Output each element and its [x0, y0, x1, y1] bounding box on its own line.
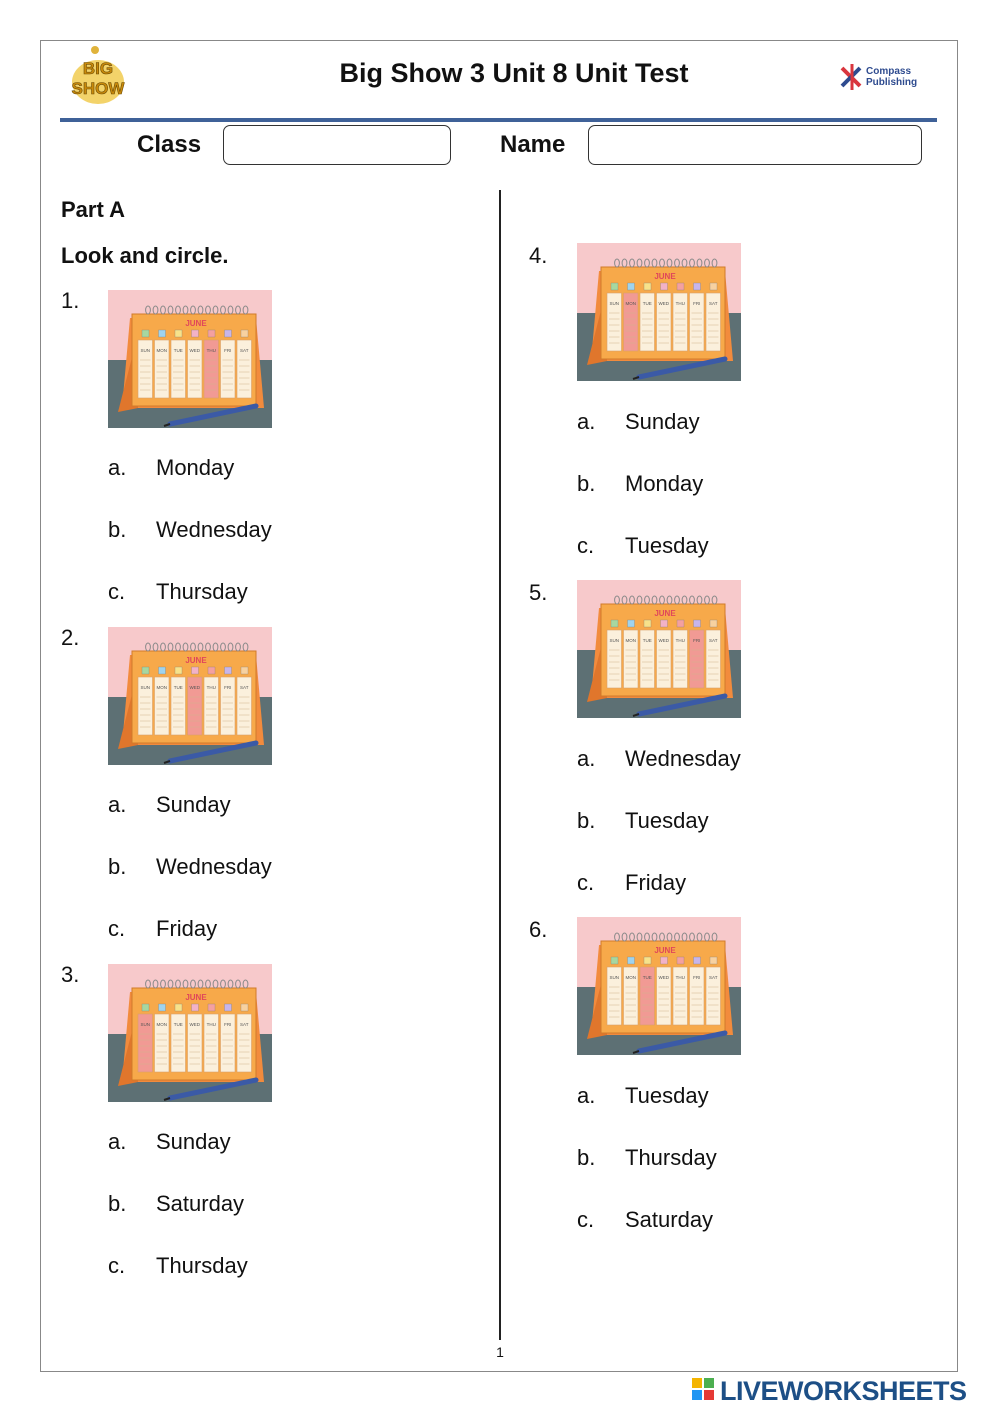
answer-option[interactable]	[108, 455, 308, 485]
option-text: Saturday	[156, 1191, 245, 1216]
svg-text:TUE: TUE	[173, 348, 183, 353]
svg-text:FRI: FRI	[224, 348, 232, 353]
option-letter: a.	[577, 746, 596, 771]
svg-text:SUN: SUN	[140, 348, 151, 353]
svg-text:FRI: FRI	[224, 1022, 232, 1027]
class-field[interactable]	[223, 125, 451, 165]
option-text: Saturday	[625, 1207, 714, 1232]
option-text: Friday	[625, 870, 687, 895]
option-letter: b.	[577, 471, 596, 496]
svg-text:WED: WED	[658, 301, 669, 306]
svg-text:FRI: FRI	[693, 638, 701, 643]
svg-text:SAT: SAT	[709, 975, 718, 980]
question-number: 1.	[61, 288, 80, 313]
svg-text:SUN: SUN	[609, 975, 620, 980]
option-text: Sunday	[156, 1129, 231, 1154]
option-text: Monday	[156, 455, 235, 480]
part-title: Part A	[61, 197, 125, 222]
svg-text:JUNE: JUNE	[185, 656, 207, 665]
svg-text:SUN: SUN	[609, 638, 620, 643]
svg-text:WED: WED	[658, 638, 669, 643]
svg-text:THU: THU	[206, 348, 216, 353]
calendar-picture	[577, 243, 741, 381]
answer-option[interactable]	[108, 1191, 308, 1221]
answer-option[interactable]	[577, 870, 777, 900]
answer-option[interactable]	[108, 1253, 308, 1283]
svg-text:SHOW: SHOW	[71, 79, 125, 98]
option-letter: c.	[577, 1207, 595, 1232]
svg-text:FRI: FRI	[693, 975, 701, 980]
svg-text:JUNE: JUNE	[654, 609, 676, 618]
answer-option[interactable]	[577, 471, 777, 501]
page-number: 1	[496, 1344, 504, 1360]
svg-text:JUNE: JUNE	[654, 946, 676, 955]
svg-text:SUN: SUN	[140, 685, 151, 690]
answer-option[interactable]	[108, 792, 308, 822]
question-number: 5.	[529, 580, 548, 605]
option-text: Wednesday	[156, 854, 272, 879]
option-text: Tuesday	[625, 808, 709, 833]
svg-text:JUNE: JUNE	[654, 272, 676, 281]
answer-option[interactable]	[577, 533, 777, 563]
svg-text:TUE: TUE	[173, 1022, 183, 1027]
answer-option[interactable]	[577, 409, 777, 439]
answer-option[interactable]	[108, 517, 308, 547]
option-text: Monday	[625, 471, 704, 496]
option-letter: a.	[577, 1083, 596, 1108]
answer-option[interactable]	[108, 1129, 308, 1159]
calendar-picture	[577, 580, 741, 718]
svg-text:MON: MON	[625, 975, 636, 980]
option-text: Thursday	[156, 1253, 248, 1278]
svg-text:WED: WED	[189, 1022, 200, 1027]
svg-text:SAT: SAT	[709, 301, 718, 306]
svg-text:JUNE: JUNE	[185, 319, 207, 328]
class-label: Class	[137, 131, 202, 158]
answer-option[interactable]	[577, 808, 777, 838]
svg-text:THU: THU	[675, 975, 685, 980]
svg-text:SUN: SUN	[609, 301, 620, 306]
option-letter: b.	[108, 1191, 127, 1216]
svg-text:WED: WED	[658, 975, 669, 980]
option-text: Sunday	[625, 409, 700, 434]
svg-text:TUE: TUE	[642, 301, 652, 306]
header-rule	[60, 118, 937, 122]
svg-text:THU: THU	[206, 685, 216, 690]
svg-text:FRI: FRI	[224, 685, 232, 690]
question-number: 2.	[61, 625, 80, 650]
answer-option[interactable]	[577, 1145, 777, 1175]
option-letter: a.	[577, 409, 596, 434]
answer-option[interactable]	[108, 854, 308, 884]
instruction: Look and circle.	[61, 243, 229, 268]
option-text: Tuesday	[625, 533, 709, 558]
svg-text:WED: WED	[189, 685, 200, 690]
svg-text:TUE: TUE	[642, 638, 652, 643]
calendar-picture	[108, 290, 272, 428]
answer-option[interactable]	[577, 746, 777, 776]
option-letter: a.	[108, 1129, 127, 1154]
svg-text:SAT: SAT	[709, 638, 718, 643]
option-text: Wednesday	[625, 746, 741, 771]
svg-text:SAT: SAT	[240, 1022, 249, 1027]
answer-option[interactable]	[577, 1083, 777, 1113]
svg-text:BIG: BIG	[82, 59, 114, 78]
option-letter: b.	[108, 854, 127, 879]
option-letter: c.	[577, 870, 595, 895]
calendar-picture	[108, 627, 272, 765]
option-letter: c.	[108, 1253, 126, 1278]
svg-text:THU: THU	[206, 1022, 216, 1027]
page-title: Big Show 3 Unit 8 Unit Test	[339, 58, 689, 88]
option-text: Thursday	[156, 579, 248, 604]
answer-option[interactable]	[108, 916, 308, 946]
answer-option[interactable]	[577, 1207, 777, 1237]
svg-text:MON: MON	[625, 638, 636, 643]
option-letter: c.	[108, 579, 126, 604]
svg-text:JUNE: JUNE	[185, 993, 207, 1002]
option-text: Sunday	[156, 792, 231, 817]
svg-text:WED: WED	[189, 348, 200, 353]
svg-text:SAT: SAT	[240, 348, 249, 353]
answer-option[interactable]	[108, 579, 308, 609]
option-letter: a.	[108, 455, 127, 480]
svg-text:TUE: TUE	[173, 685, 183, 690]
svg-text:MON: MON	[625, 301, 636, 306]
svg-text:SAT: SAT	[240, 685, 249, 690]
option-text: Thursday	[625, 1145, 717, 1170]
question-number: 4.	[529, 243, 548, 268]
question-number: 6.	[529, 917, 548, 942]
option-letter: a.	[108, 792, 127, 817]
svg-text:FRI: FRI	[693, 301, 701, 306]
liveworksheets-logo: LIVEWORKSHEETS	[692, 1376, 992, 1406]
svg-text:MON: MON	[156, 348, 167, 353]
option-text: Tuesday	[625, 1083, 709, 1108]
option-text: Friday	[156, 916, 218, 941]
option-text: Wednesday	[156, 517, 272, 542]
option-letter: b.	[108, 517, 127, 542]
svg-text:SUN: SUN	[140, 1022, 151, 1027]
compass-publishing-logo: Compass Publishing	[838, 62, 928, 94]
svg-text:THU: THU	[675, 301, 685, 306]
option-letter: b.	[577, 1145, 596, 1170]
option-letter: c.	[577, 533, 595, 558]
question-number: 3.	[61, 962, 80, 987]
option-letter: c.	[108, 916, 126, 941]
calendar-picture	[577, 917, 741, 1055]
option-letter: b.	[577, 808, 596, 833]
svg-text:THU: THU	[675, 638, 685, 643]
column-divider	[499, 190, 501, 1340]
svg-text:TUE: TUE	[642, 975, 652, 980]
name-label: Name	[500, 131, 566, 158]
calendar-picture	[108, 964, 272, 1102]
svg-text:MON: MON	[156, 1022, 167, 1027]
name-field[interactable]	[588, 125, 922, 165]
svg-text:MON: MON	[156, 685, 167, 690]
